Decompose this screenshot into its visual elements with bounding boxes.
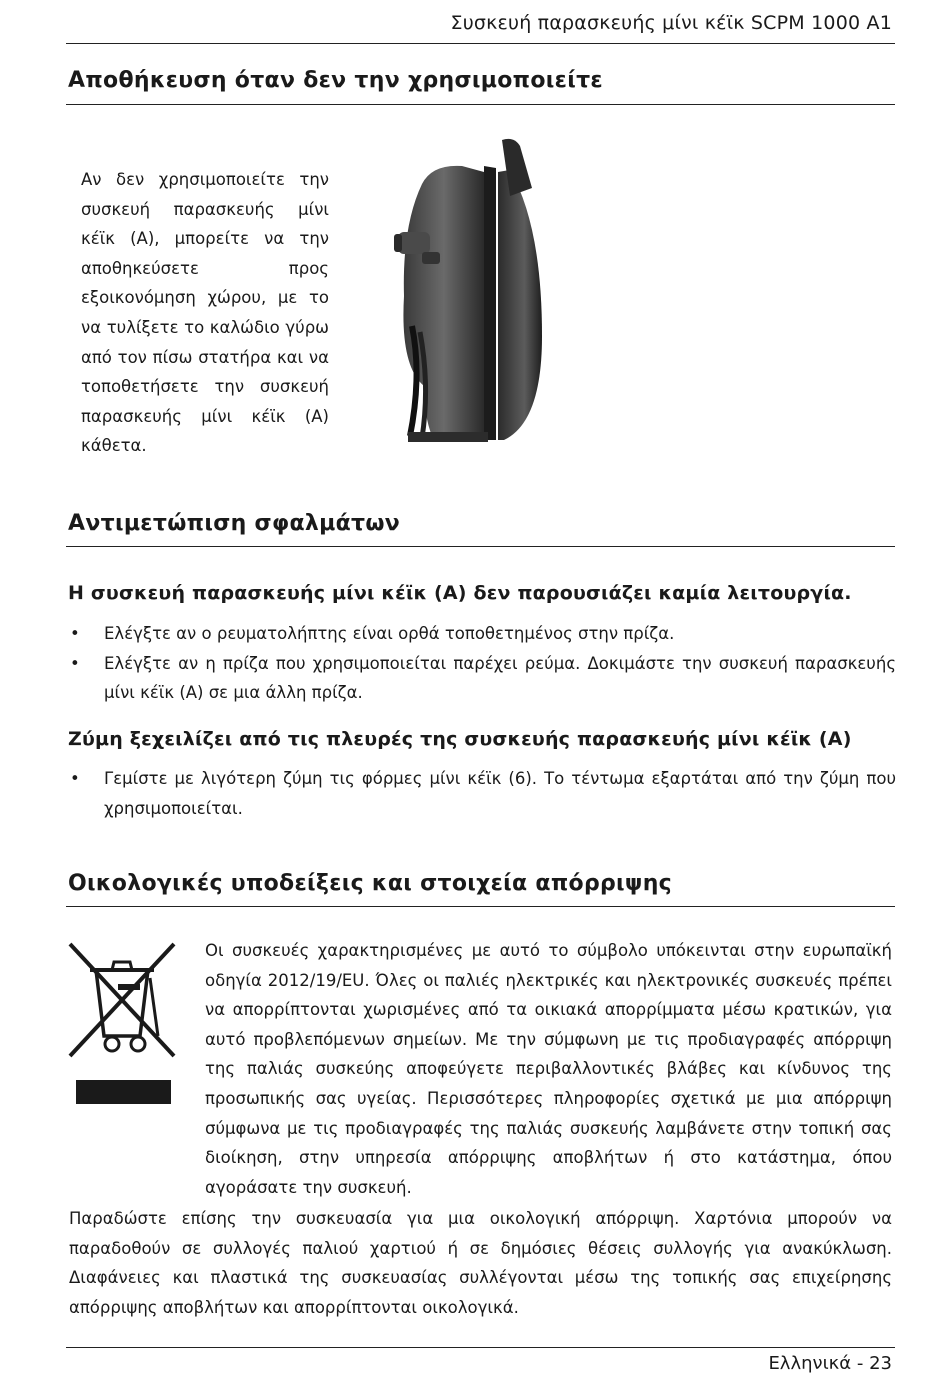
disposal-heading: Οικολογικές υποδείξεις και στοιχεία απόρριψης [68,871,672,896]
running-header: Συσκευή παρασκευής μίνι κέϊκ SCPM 1000 A1 [450,12,892,34]
appliance-image [392,136,552,448]
problem2-title: Ζύμη ξεχειλίζει από τις πλευρές της συσκευής παρασκευής μίνι κέϊκ (A) [68,728,852,750]
disposal-text-1: Οι συσκευές χαρακτηρισμένες με αυτό το σύμβολο υπόκεινται στην ευρωπαϊκή οδηγία 2012/19/EU. Όλες οι παλιές ηλεκτρικές και ηλεκτρονικές συσκευές πρέπει να απορρίπτονται χωρισμένες από τα οικιακά απορρίμματα μέσω κρατικών, για αυτό προβλεπόμενων σημείων. Με την σύμφωνη με τις προδιαγραφές απόρριψη της παλιάς συσκεύης αποφεύγετε περιβαλλοντικές βλάβες και κίνδυνος της προσωπικής σας υγείας. Περισσότερες πληροφορίες σχετικά με μια απόρριψη σύμφωνα με τις προδιαγραφές της παλιάς συσκευής λαμβάνετε στην τοπική σας διοίκηση, στην υπηρεσία απόρριψης αποβλήτων ή στο κατάστημα, όπου αγοράσατε την συσκευή. [205,941,892,1197]
list-item: • Γεμίστε με λιγότερη ζύμη τις φόρμες μίνι κέϊκ (6). Το τέντωμα εξαρτάται από την ζύμη που χρησιμοποιείται. [70,764,896,823]
list-item: • Ελέγξτε αν η πρίζα που χρησιμοποιείται παρέχει ρεύμα. Δοκιμάστε την συσκευή παρασκευής μίνι κέϊκ (A) σε μια άλλη πρίζα. [70,649,896,708]
problem1-title: Η συσκευή παρασκευής μίνι κέϊκ (A) δεν παρουσιάζει καμία λειτουργία. [68,582,852,604]
problem1-bullet-list [70,619,896,708]
storage-heading-rule [66,104,895,105]
troubleshooting-heading: Αντιμετώπιση σφαλμάτων [68,511,401,536]
weee-symbol [66,940,182,1106]
problem2-bullet-list [70,764,896,823]
crossed-bin-icon [66,940,182,1106]
appliance-side-view-icon [392,136,552,448]
disposal-text-2: Παραδώστε επίσης την συσκευασία για μια οικολογική απόρριψη. Χαρτόνια μπορούν να παραδοθούν σε συλλογές παλιού χαρτιού ή σε δημόσιες θέσεις συλλογής για ανακύκλωση. Διαφάνειες και πλαστικά της συσκευασίας συλλέγονται μέσω της τοπικής σας επιχείρησης απόρριψης αποβλήτων και απορρίπτονται οικολογικά. [69,1209,892,1317]
storage-heading: Αποθήκευση όταν δεν την χρησιμοποιείτε [68,68,603,93]
troubleshooting-heading-rule [66,546,895,547]
footer-rule [66,1347,895,1348]
storage-text: Αν δεν χρησιμοποιείτε την συσκευή παρασκευής μίνι κέϊκ (A), μπορείτε να την αποθηκεύσετε προς εξοικονόμηση χώρου, με το να τυλίξετε το καλώδιο γύρω από τον πίσω στατήρα και να τοποθετήσετε την συσκευή παρασκευής μίνι κέϊκ (A) κάθετα. [81,170,329,456]
list-item: • Ελέγξτε αν ο ρευματολήπτης είναι ορθά τοποθετημένος στην πρίζα. [70,619,896,649]
header-rule [66,43,895,44]
disposal-heading-rule [66,906,895,907]
page-number: Ελληνικά - 23 [768,1353,892,1374]
